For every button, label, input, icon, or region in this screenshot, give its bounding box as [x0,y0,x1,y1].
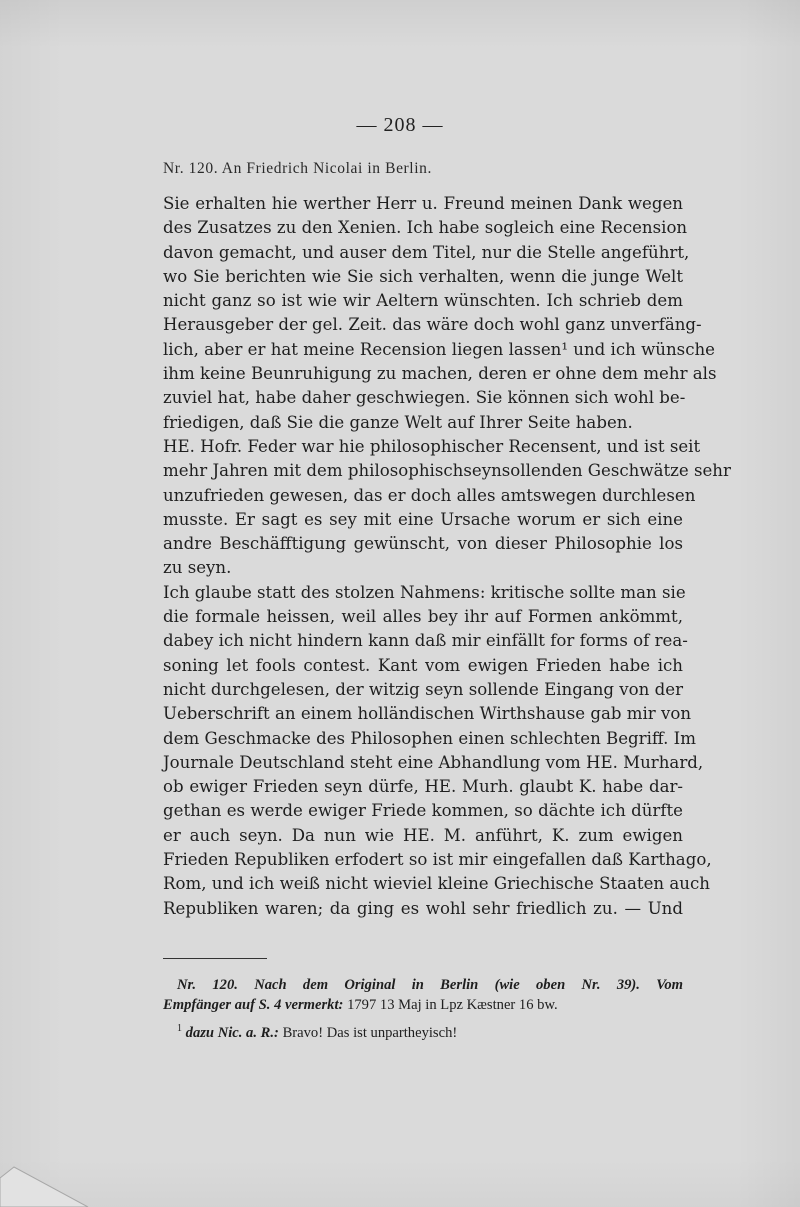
page-number: — 208 — [356,114,444,136]
footnote-1-line-2 [163,995,683,1015]
text-line: Journale Deutschland steht eine Abhandlung vom HE. Murhard, [163,752,704,772]
text-line: er auch seyn. Da nun wie HE. M. anführt, K. zum ewigen [163,825,683,845]
footnote-2-marker: 1 [177,1023,182,1035]
text-line: davon gemacht, und auser dem Titel, nur die Stelle angeführt, [163,242,690,262]
text-line: lich, aber er hat meine Recension liegen lassen¹ und ich wünsche [163,339,716,359]
text-line: ob ewiger Frieden seyn dürfe, HE. Murh. glaubt K. habe dar- [163,777,683,797]
text-line: Ueberschrift an einem holländischen Wirthshause gab mir von [163,704,692,724]
footnotes [163,975,683,1043]
text-line: wo Sie berichten wie Sie sich verhalten, wenn die junge Welt [163,266,683,286]
text-line: ihm keine Beunruhigung zu machen, deren er ohne dem mehr als [163,364,717,384]
text-line: nicht ganz so ist wie wir Aeltern wünschten. Ich schrieb dem [163,291,683,311]
footnote-1-recipient: Empfänger auf S. 4 vermerkt: [163,997,344,1013]
text-line: die formale heissen, weil alles bey ihr auf Formen ankömmt, [163,607,683,627]
text-line: unzufrieden gewesen, das er doch alles amtswegen durchlesen [163,485,696,505]
footnote-rule [163,958,267,959]
text-line: Rom, und ich weiß nicht wieviel kleine Griechische Staaten auch [163,874,710,894]
text-line: friedigen, daß Sie die ganze Welt auf Ihrer Seite haben. [163,412,633,432]
text-line: Sie erhalten hie werther Herr u. Freund meinen Dank wegen [163,194,683,213]
footnote-1-line-1 [163,975,683,995]
text-line: Herausgeber der gel. Zeit. das wäre doch wohl ganz unverfäng- [163,315,702,335]
footnote-1-source: Nach dem Original in Berlin (wie oben Nr. 39). [254,977,640,993]
text-line: soning let fools contest. Kant vom ewigen Frieden habe ich [163,655,683,675]
footnote-1-ref: Nr. 120. [177,977,238,993]
text-line: Frieden Republiken erfodert so ist mir eingefallen daß Karthago, [163,850,712,870]
text-line: Ich glaube statt des stolzen Nahmens: kritische sollte man sie [163,582,686,602]
text-line: nicht durchgelesen, der witzig seyn sollende Eingang von der [163,679,683,699]
footnote-2-text: Bravo! Das ist unpartheyisch! [282,1025,458,1041]
page-corner-fold [0,1160,90,1207]
footnote-1-vom: Vom [656,977,684,993]
text-line: andre Beschäfftigung gewünscht, von dieser Philosophie los [163,534,683,554]
footnote-2-attribution: dazu Nic. a. R.: [185,1025,279,1041]
text-line: musste. Er sagt es sey mit eine Ursache worum er sich eine [163,509,683,529]
letter-body [163,192,731,921]
text-line: Republiken waren; da ging es wohl sehr friedlich zu. — Und [163,898,683,918]
text-line: mehr Jahren mit dem philosophischseynsollenden Geschwätze sehr [163,461,731,481]
text-line: gethan es werde ewiger Friede kommen, so dächte ich dürfte [163,801,683,821]
text-line: HE. Hofr. Feder war hie philosophischer Recensent, und ist seit [163,436,701,456]
letter-heading: Nr. 120. An Friedrich Nicolai in Berlin. [163,160,432,177]
footnote-1-date: 1797 13 Maj in Lpz Kæstner 16 bw. [347,997,558,1013]
text-line: zu seyn. [163,558,232,578]
text-line: dem Geschmacke des Philosophen einen schlechten Begriff. Im [163,728,696,748]
footnote-2 [163,1023,683,1043]
text-line: zuviel hat, habe daher geschwiegen. Sie können sich wohl be- [163,388,686,408]
text-line: des Zusatzes zu den Xenien. Ich habe sogleich eine Recension [163,218,688,238]
text-line: dabey ich nicht hindern kann daß mir einfällt for forms of rea- [163,631,688,651]
